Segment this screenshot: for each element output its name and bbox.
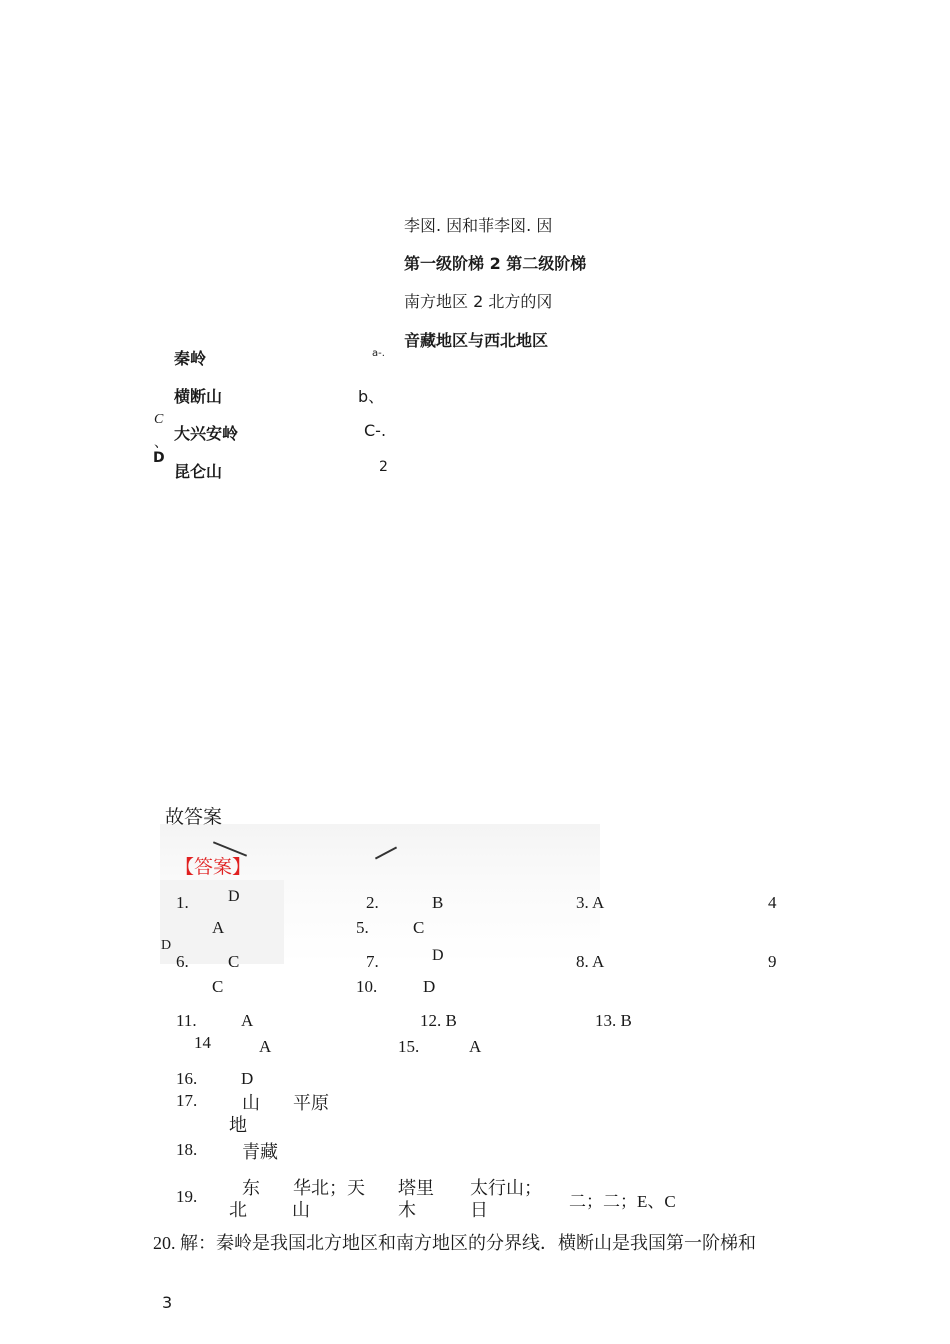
- answer-number: 2.: [366, 893, 379, 912]
- mountain-qinling: 秦岭: [174, 349, 207, 368]
- answer-value: C: [212, 977, 224, 996]
- answer-number: 19.: [176, 1187, 198, 1206]
- answer-number: 15.: [398, 1037, 420, 1056]
- letter-c: C-.: [364, 421, 387, 440]
- answer-value: 青藏: [242, 1142, 278, 1162]
- answer-number: 5.: [356, 918, 369, 937]
- answer-item: 13. B: [595, 1011, 632, 1030]
- option-line-4: 音藏地区与西北地区: [404, 331, 549, 350]
- answer-number: 6.: [176, 952, 189, 971]
- answer-value: A: [212, 918, 225, 937]
- answer-value: D: [241, 1069, 254, 1088]
- option-line-3: 南方地区 2 北方的冈: [404, 292, 553, 311]
- page-number: 3: [162, 1293, 173, 1312]
- answer-value: 平原: [293, 1093, 329, 1113]
- answer-value: 二；二；E、C: [569, 1192, 676, 1211]
- margin-comma: 、: [154, 435, 168, 451]
- answer-item: 3. A: [576, 893, 605, 912]
- mountain-hengduan: 横断山: [174, 387, 223, 406]
- answer-number: 11.: [176, 1011, 197, 1030]
- answer-number: 10.: [356, 977, 378, 996]
- answer-value: A: [259, 1037, 272, 1056]
- answer-number: 7.: [366, 952, 379, 971]
- answer-value: D: [432, 947, 444, 964]
- answer-value: 太行山；: [470, 1178, 542, 1198]
- answer-number: 18.: [176, 1140, 198, 1159]
- answer-value-cut: 山: [292, 1200, 310, 1220]
- margin-c: C: [154, 412, 164, 427]
- option-line-2: 第一级阶梯 2 第二级阶梯: [404, 254, 587, 273]
- explanation-text: 20. 解：秦岭是我国北方地区和南方地区的分界线．横断山是我国第一阶梯和: [153, 1233, 756, 1253]
- answer-number: 1.: [176, 893, 189, 912]
- answer-value: D: [423, 977, 436, 996]
- answer-value: 东: [242, 1178, 260, 1198]
- answer-value: 塔里: [398, 1178, 434, 1198]
- answer-number: 4: [768, 893, 777, 912]
- answer-value: C: [228, 952, 240, 971]
- answer-label: 【答案】: [175, 857, 252, 878]
- answer-number: 14: [194, 1033, 211, 1052]
- stray-d: D: [161, 938, 172, 953]
- answer-value: A: [469, 1037, 482, 1056]
- letter-2: 2: [379, 459, 388, 475]
- answer-value: D: [228, 888, 240, 905]
- answer-value: B: [432, 893, 444, 912]
- answer-item: 12. B: [420, 1011, 457, 1030]
- answer-value-cut: 日: [470, 1200, 488, 1220]
- answer-value-cut: 木: [398, 1200, 416, 1220]
- answer-number: 16.: [176, 1069, 198, 1088]
- answer-heading: 故答案: [165, 807, 223, 828]
- option-line-1: 李図. 因和菲李図. 因: [404, 216, 553, 235]
- answer-value: 山: [242, 1093, 260, 1113]
- letter-a: a-.: [372, 348, 385, 359]
- mountain-daxinganling: 大兴安岭: [174, 424, 239, 443]
- answer-value-cut: 北: [229, 1200, 247, 1220]
- answer-value: C: [413, 918, 425, 937]
- answer-value: A: [241, 1011, 254, 1030]
- answer-value-cut: 地: [229, 1115, 247, 1135]
- answer-item: 8. A: [576, 952, 605, 971]
- answer-number: 17.: [176, 1091, 198, 1110]
- answer-value: 华北；天: [293, 1178, 365, 1198]
- mountain-kunlun: 昆仑山: [174, 462, 223, 481]
- margin-d: D: [153, 450, 165, 466]
- answer-number: 9: [768, 952, 777, 971]
- letter-b: b、: [358, 387, 385, 406]
